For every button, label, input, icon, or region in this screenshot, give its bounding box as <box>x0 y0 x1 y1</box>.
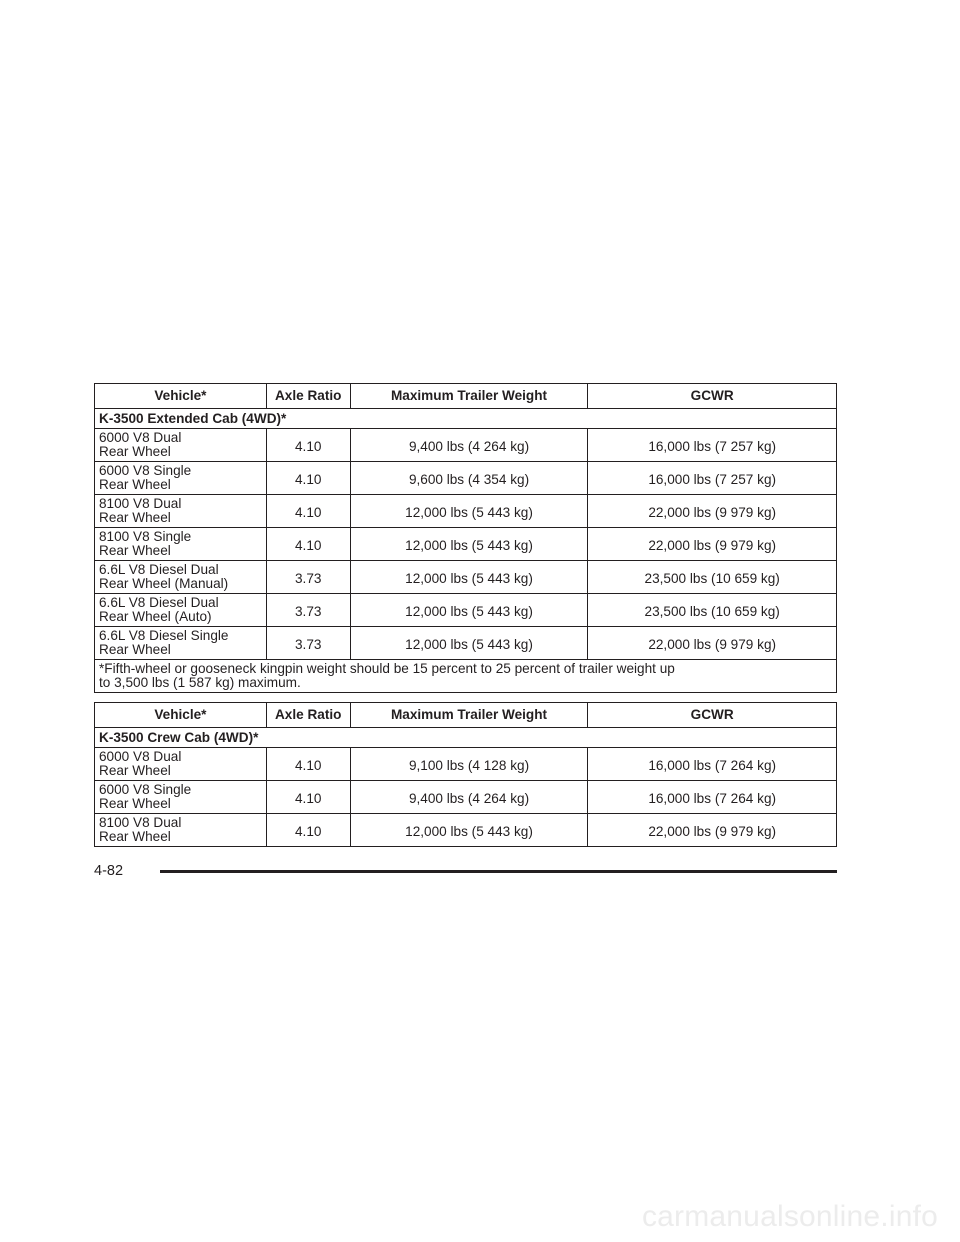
trailer-weight-cell: 9,100 lbs (4 128 kg) <box>350 748 588 781</box>
section-title: K-3500 Extended Cab (4WD)* <box>95 409 837 429</box>
axle-ratio-cell: 3.73 <box>266 627 350 660</box>
trailer-weight-cell: 12,000 lbs (5 443 kg) <box>350 561 588 594</box>
section-row <box>95 728 837 748</box>
table-header-row <box>95 384 837 409</box>
section-title: K-3500 Crew Cab (4WD)* <box>95 728 837 748</box>
axle-ratio-cell: 4.10 <box>266 462 350 495</box>
gcwr-cell: 23,500 lbs (10 659 kg) <box>588 561 837 594</box>
table-row <box>95 561 837 594</box>
footer-rule <box>160 870 837 873</box>
footnote: *Fifth-wheel or gooseneck kingpin weight should be 15 percent to 25 percent of trailer weight up to 3,500 lbs (1 587 kg) maximum. <box>95 660 837 693</box>
vehicle-cell: 6000 V8 Single Rear Wheel <box>95 462 267 495</box>
header-axle-ratio: Axle Ratio <box>266 703 350 728</box>
header-max-trailer-weight: Maximum Trailer Weight <box>350 703 588 728</box>
table-header-row <box>95 703 837 728</box>
vehicle-cell: 8100 V8 Dual Rear Wheel <box>95 495 267 528</box>
trailer-weight-cell: 12,000 lbs (5 443 kg) <box>350 594 588 627</box>
table-row <box>95 814 837 847</box>
axle-ratio-cell: 4.10 <box>266 429 350 462</box>
table-row <box>95 495 837 528</box>
header-vehicle: Vehicle* <box>95 703 267 728</box>
page-number: 4-82 <box>94 863 124 879</box>
vehicle-cell: 8100 V8 Single Rear Wheel <box>95 528 267 561</box>
gcwr-cell: 22,000 lbs (9 979 kg) <box>588 627 837 660</box>
header-axle-ratio: Axle Ratio <box>266 384 350 409</box>
gcwr-cell: 22,000 lbs (9 979 kg) <box>588 814 837 847</box>
header-gcwr: GCWR <box>588 384 837 409</box>
vehicle-cell: 6000 V8 Single Rear Wheel <box>95 781 267 814</box>
trailer-weight-cell: 12,000 lbs (5 443 kg) <box>350 627 588 660</box>
table-row <box>95 462 837 495</box>
trailer-weight-cell: 12,000 lbs (5 443 kg) <box>350 528 588 561</box>
gcwr-cell: 22,000 lbs (9 979 kg) <box>588 495 837 528</box>
vehicle-cell: 6.6L V8 Diesel Single Rear Wheel <box>95 627 267 660</box>
trailer-weight-cell: 9,600 lbs (4 354 kg) <box>350 462 588 495</box>
gcwr-cell: 16,000 lbs (7 257 kg) <box>588 429 837 462</box>
table-row <box>95 594 837 627</box>
table-row <box>95 627 837 660</box>
axle-ratio-cell: 3.73 <box>266 594 350 627</box>
vehicle-cell: 6.6L V8 Diesel Dual Rear Wheel (Manual) <box>95 561 267 594</box>
header-gcwr: GCWR <box>588 703 837 728</box>
table-row <box>95 528 837 561</box>
trailer-weight-cell: 9,400 lbs (4 264 kg) <box>350 429 588 462</box>
gcwr-cell: 16,000 lbs (7 264 kg) <box>588 748 837 781</box>
gcwr-cell: 22,000 lbs (9 979 kg) <box>588 528 837 561</box>
trailer-weight-cell: 12,000 lbs (5 443 kg) <box>350 814 588 847</box>
axle-ratio-cell: 4.10 <box>266 495 350 528</box>
table-row <box>95 748 837 781</box>
vehicle-cell: 6.6L V8 Diesel Dual Rear Wheel (Auto) <box>95 594 267 627</box>
footnote-row <box>95 660 837 693</box>
gcwr-cell: 16,000 lbs (7 264 kg) <box>588 781 837 814</box>
watermark: carmanualsonline.info <box>641 1200 938 1233</box>
table-row <box>95 429 837 462</box>
gcwr-cell: 23,500 lbs (10 659 kg) <box>588 594 837 627</box>
extended-cab-towing-table <box>94 383 837 693</box>
axle-ratio-cell: 4.10 <box>266 528 350 561</box>
header-max-trailer-weight: Maximum Trailer Weight <box>350 384 588 409</box>
gcwr-cell: 16,000 lbs (7 257 kg) <box>588 462 837 495</box>
vehicle-cell: 6000 V8 Dual Rear Wheel <box>95 748 267 781</box>
axle-ratio-cell: 4.10 <box>266 748 350 781</box>
axle-ratio-cell: 3.73 <box>266 561 350 594</box>
trailer-weight-cell: 12,000 lbs (5 443 kg) <box>350 495 588 528</box>
vehicle-cell: 8100 V8 Dual Rear Wheel <box>95 814 267 847</box>
header-vehicle: Vehicle* <box>95 384 267 409</box>
trailer-weight-cell: 9,400 lbs (4 264 kg) <box>350 781 588 814</box>
axle-ratio-cell: 4.10 <box>266 781 350 814</box>
section-row <box>95 409 837 429</box>
axle-ratio-cell: 4.10 <box>266 814 350 847</box>
vehicle-cell: 6000 V8 Dual Rear Wheel <box>95 429 267 462</box>
crew-cab-towing-table <box>94 702 837 847</box>
table-row <box>95 781 837 814</box>
